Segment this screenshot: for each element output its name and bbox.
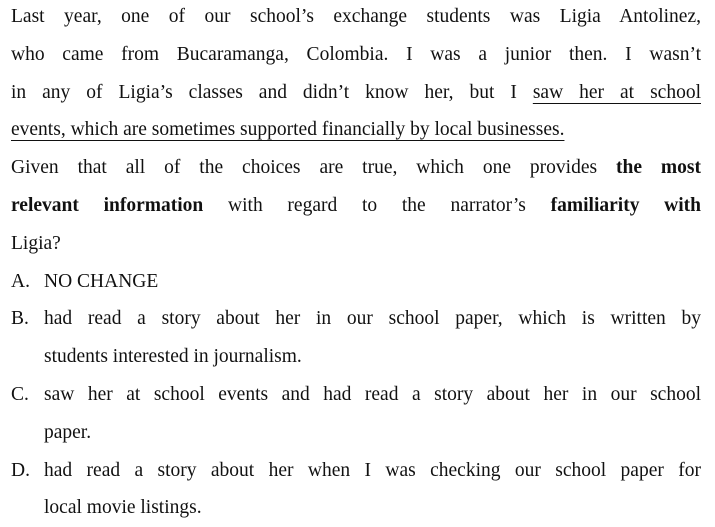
- choice-b[interactable]: [11, 300, 701, 376]
- question-stem: [11, 149, 701, 262]
- emphasis-text: relevant information: [11, 194, 204, 216]
- choice-letter: B.: [11, 308, 29, 330]
- answer-choices: [11, 263, 701, 527]
- passage-line: [11, 74, 701, 112]
- choice-letter: A.: [11, 270, 30, 292]
- question-page: [11, 0, 701, 527]
- choice-text: had read a story about her when I was checking our school paper for: [44, 459, 701, 481]
- choice-letter: C.: [11, 383, 29, 405]
- emphasis-text: the most: [616, 157, 701, 179]
- question-line: Ligia?: [11, 232, 61, 254]
- passage-line: who came from Bucaramanga, Colombia. I was a junior then. I wasn’t: [11, 43, 701, 65]
- underlined-portion: saw her at school: [532, 81, 701, 103]
- question-text: with regard to the narrator’s: [228, 194, 526, 216]
- choice-text: local movie listings.: [44, 497, 202, 519]
- question-line: [11, 149, 701, 187]
- choice-text: NO CHANGE: [44, 270, 159, 292]
- passage-text: in any of Ligia’s classes and didn’t know her, but I: [11, 81, 517, 103]
- passage-line: Last year, one of our school’s exchange students was Ligia Antolinez,: [11, 6, 701, 27]
- choice-text: saw her at school events and had read a story about her in our school: [44, 383, 701, 405]
- choice-d[interactable]: [11, 452, 701, 527]
- underlined-portion: events, which are sometimes supported financially by local businesses.: [11, 119, 565, 141]
- choice-c[interactable]: [11, 376, 701, 452]
- choice-text: paper.: [44, 421, 92, 443]
- question-text: Given that all of the choices are true, which one provides: [11, 157, 598, 179]
- emphasis-text: familiarity with: [550, 194, 702, 216]
- choice-text: students interested in journalism.: [44, 346, 302, 368]
- choice-a[interactable]: [11, 263, 701, 301]
- choice-text: had read a story about her in our school paper, which is written by: [44, 308, 701, 330]
- passage: [11, 0, 701, 149]
- choice-letter: D.: [11, 459, 30, 481]
- question-line: [11, 187, 701, 225]
